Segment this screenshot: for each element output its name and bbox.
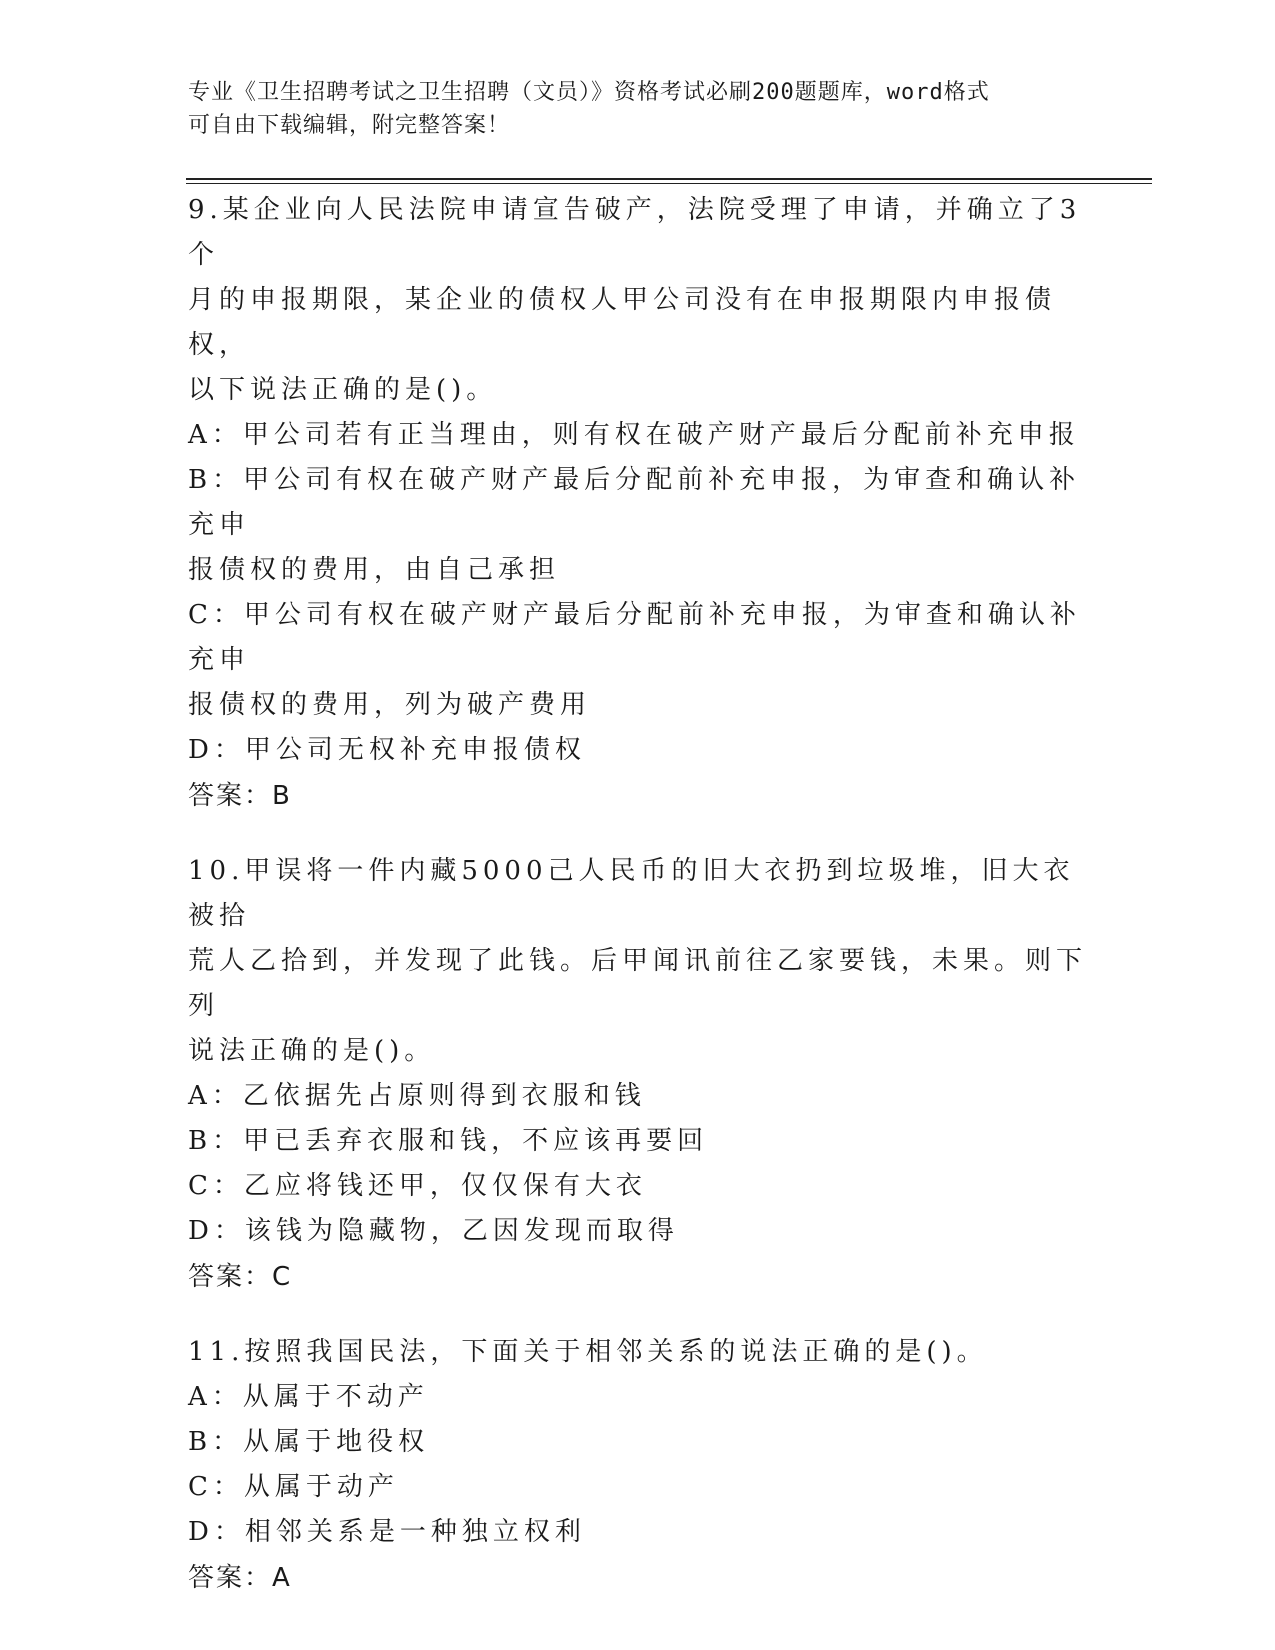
question-stem-line: 说法正确的是()。	[188, 1036, 436, 1066]
question-stem-line: 以下说法正确的是()。	[188, 375, 498, 405]
header-title-line-1: 专业《卫生招聘考试之卫生招聘（文员）》资格考试必刷200题题库，word格式	[188, 80, 990, 105]
header-title-line-2: 可自由下载编辑，附完整答案！	[188, 113, 511, 138]
option-a: A：从属于不动产	[188, 1382, 429, 1412]
question-stem-line: 10.甲误将一件内藏5000己人民币的旧大衣扔到垃圾堆，旧大衣被拾	[188, 856, 1075, 931]
document-header	[188, 76, 1068, 142]
option-b: B：甲已丢弃衣服和钱，不应该再要回	[188, 1126, 709, 1156]
question-10	[188, 849, 1088, 1300]
option-a: A：甲公司若有正当理由，则有权在破产财产最后分配前补充申报	[188, 420, 1080, 450]
option-c: C：乙应将钱还甲，仅仅保有大衣	[188, 1171, 647, 1201]
question-stem-line: 荒人乙拾到，并发现了此钱。后甲闻讯前往乙家要钱，未果。则下列	[188, 946, 1088, 1021]
option-d: D：该钱为隐藏物，乙因发现而取得	[188, 1216, 679, 1246]
option-b: B：从属于地役权	[188, 1427, 430, 1457]
answer-line: 答案：A	[188, 1563, 292, 1593]
question-stem-line: 月的申报期限，某企业的债权人甲公司没有在申报期限内申报债权，	[188, 285, 1057, 360]
option-c-continued: 报债权的费用，列为破产费用	[188, 690, 592, 720]
question-9	[188, 188, 1088, 819]
option-b: B：甲公司有权在破产财产最后分配前补充申报，为审查和确认补充申	[188, 465, 1081, 540]
question-list	[188, 188, 1088, 1631]
option-c: C：甲公司有权在破产财产最后分配前补充申报，为审查和确认补充申	[188, 600, 1081, 675]
question-stem-line: 9.某企业向人民法院申请宣告破产，法院受理了申请，并确立了3个	[188, 195, 1082, 270]
answer-line: 答案：B	[188, 781, 292, 811]
header-divider-thin	[186, 183, 1152, 184]
header-divider-thick	[186, 178, 1152, 180]
option-b-continued: 报债权的费用，由自己承担	[188, 555, 561, 585]
option-d: D：甲公司无权补充申报债权	[188, 735, 586, 765]
option-c: C：从属于动产	[188, 1472, 399, 1502]
option-a: A：乙依据先占原则得到衣服和钱	[188, 1081, 646, 1111]
answer-line: 答案：C	[188, 1262, 293, 1292]
option-d: D：相邻关系是一种独立权利	[188, 1517, 586, 1547]
question-11	[188, 1330, 1088, 1601]
question-stem-line: 11.按照我国民法，下面关于相邻关系的说法正确的是()。	[188, 1337, 988, 1367]
